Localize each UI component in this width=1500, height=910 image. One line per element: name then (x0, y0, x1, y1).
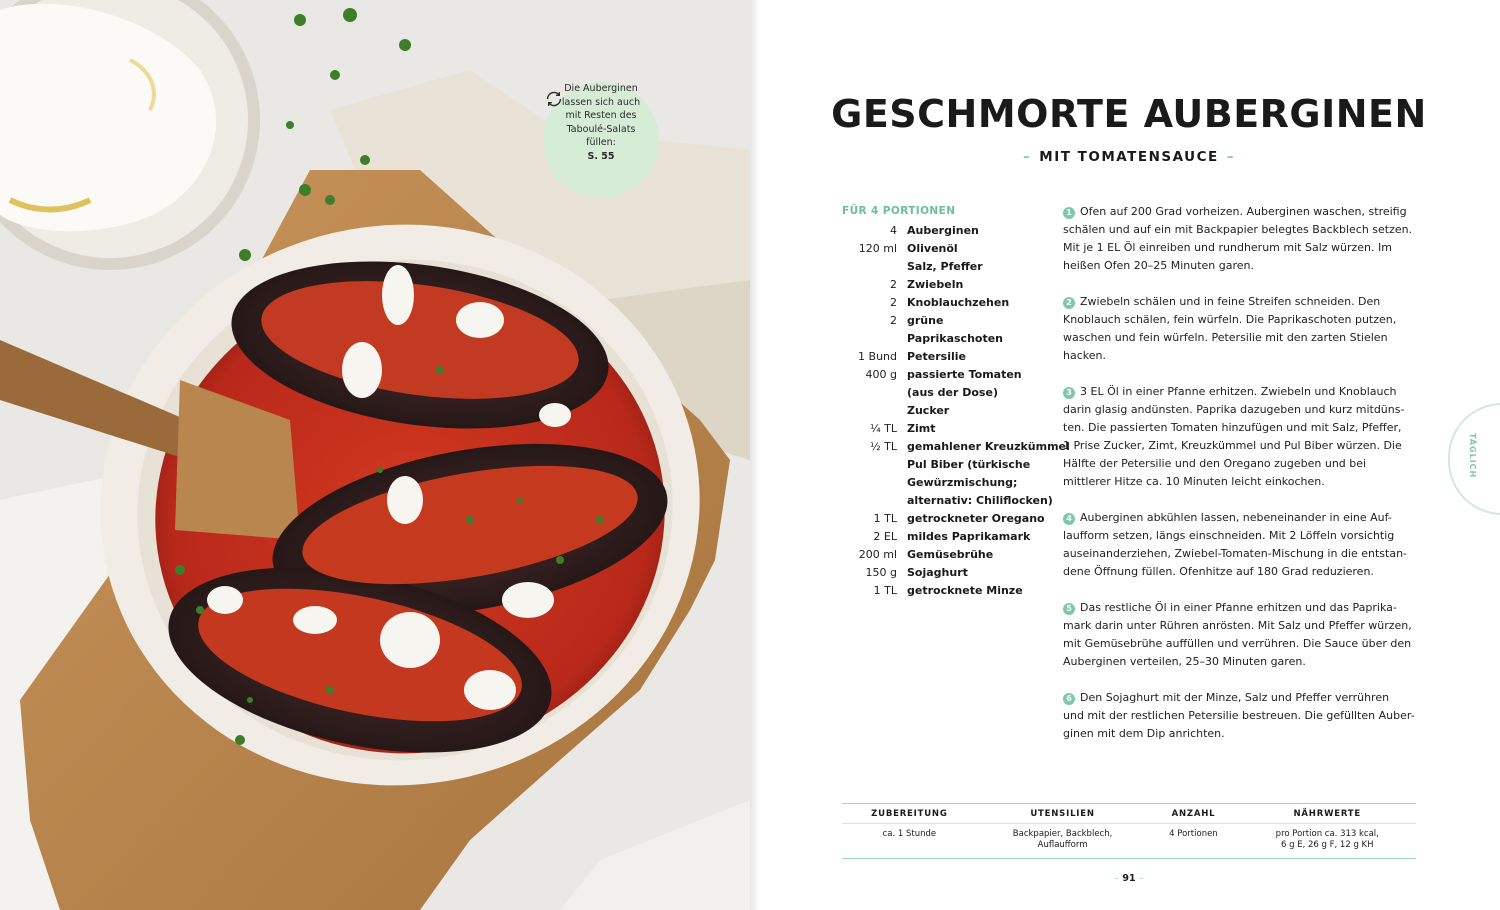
subtitle-dash-left: – (1023, 149, 1032, 165)
chapter-tab-label: TÄGLICH (1468, 433, 1477, 479)
instruction-text: mit Gemüsebrühe auffüllen und verrühren. Die Sauce über den (1063, 637, 1412, 650)
cycle-arrows-icon (543, 88, 565, 110)
instruction-line (1063, 455, 1423, 473)
ingredient-name: Paprikaschoten (907, 332, 1004, 345)
ingredient-list (842, 222, 1070, 600)
instruction-line (1063, 707, 1423, 725)
ingredient-row (842, 528, 1052, 546)
instruction-text: waschen und fein würfeln. Petersilie mit den zarten Stielen (1063, 331, 1388, 344)
ingredient-amount: ¼ TL (869, 422, 897, 435)
ingredient-amount: 120 ml (858, 242, 897, 255)
ingredient-amount: 2 (890, 314, 897, 327)
info-table-cell-line: Backpapier, Backblech, (1012, 829, 1113, 839)
ingredient-amount: 2 (890, 296, 897, 309)
info-table-row (842, 824, 1416, 859)
instruction-line (1063, 401, 1423, 419)
ingredient-amount: 150 g (865, 566, 897, 579)
info-table-cell (1239, 824, 1416, 859)
instruction-line (1063, 383, 1423, 401)
ingredient-row (842, 366, 1052, 384)
ingredient-name: getrocknete Minze (907, 584, 1023, 597)
instruction-text: Auberginen abkühlen lassen, nebeneinander in eine Auf- (1080, 511, 1392, 524)
step-number-badge: 3 (1063, 387, 1075, 399)
step-number-badge: 4 (1063, 513, 1075, 525)
instruction-line (1063, 329, 1423, 347)
ingredient-amount: 200 ml (858, 548, 897, 561)
instruction-step (1063, 599, 1423, 671)
instruction-text: auseinanderziehen, Zwiebel-Tomaten-Mischung in die entstan- (1063, 547, 1408, 560)
ingredient-row (842, 348, 1052, 366)
instruction-text: 1 Prise Zucker, Zimt, Kreuzkümmel und Pul Biber würzen. Die (1063, 439, 1402, 452)
instruction-line (1063, 509, 1423, 527)
ingredient-name: (aus der Dose) (907, 386, 998, 399)
instruction-line (1063, 689, 1423, 707)
instruction-text: mittlerer Hitze ca. 10 Minuten leicht einkochen. (1063, 475, 1325, 488)
ingredient-name: Sojaghurt (907, 566, 968, 579)
ingredient-amount (842, 258, 897, 276)
instruction-line (1063, 545, 1423, 563)
instruction-line (1063, 311, 1423, 329)
ingredient-amount (842, 384, 897, 402)
step-number-badge: 5 (1063, 603, 1075, 615)
page-number-value: 91 (1122, 873, 1136, 884)
instruction-steps (1063, 203, 1423, 761)
ingredient-row (842, 492, 1052, 510)
ingredient-name: getrockneter Oregano (907, 512, 1045, 525)
ingredient-row (842, 258, 1052, 276)
ingredient-name: mildes Paprikamark (907, 530, 1031, 543)
ingredient-name: Auberginen (907, 224, 979, 237)
ingredient-amount (842, 474, 897, 492)
subtitle-dash-right: – (1226, 149, 1235, 165)
ingredient-amount: 1 Bund (858, 350, 897, 363)
info-table-cell-line: 4 Portionen (1169, 829, 1218, 839)
portions-label: FÜR 4 PORTIONEN (842, 205, 956, 217)
info-table-header: NÄHRWERTE (1239, 804, 1416, 824)
instruction-line (1063, 527, 1423, 545)
instruction-text: Zwiebeln schälen und in feine Streifen schneiden. Den (1080, 295, 1381, 308)
ingredient-row (842, 330, 1052, 348)
instruction-line (1063, 347, 1423, 365)
ingredient-row (842, 564, 1052, 582)
instruction-text: Das restliche Öl in einer Pfanne erhitzen und das Paprika- (1080, 601, 1397, 614)
instruction-text: laufform setzen, längs einschneiden. Mit 2 Löffeln vorsichtig (1063, 529, 1395, 542)
tip-text: Die Auberginen lassen sich auch mit Resten des Taboulé-Salats füllen: (561, 83, 641, 148)
instruction-line (1063, 635, 1423, 653)
page-number-dash-left: – (1114, 873, 1120, 884)
step-number-badge: 2 (1063, 297, 1075, 309)
ingredient-amount: 2 (890, 278, 897, 291)
ingredient-row (842, 276, 1052, 294)
ingredient-name: Salz, Pfeffer (907, 260, 983, 273)
step-number-badge: 1 (1063, 207, 1075, 219)
info-table-cell-line: pro Portion ca. 313 kcal, (1275, 829, 1379, 839)
ingredient-name: Gewürzmischung; (907, 476, 1018, 489)
instruction-text: Hälfte der Petersilie und den Oregano zugeben und bei (1063, 457, 1367, 470)
page-number (1100, 873, 1158, 884)
instruction-text: hacken. (1063, 349, 1106, 362)
instruction-line (1063, 617, 1423, 635)
instruction-text: 3 EL Öl in einer Pfanne erhitzen. Zwiebeln und Knoblauch (1080, 385, 1397, 398)
instruction-step (1063, 203, 1423, 275)
ingredient-row (842, 240, 1052, 258)
ingredient-row (842, 510, 1052, 528)
ingredient-row (842, 456, 1052, 474)
instruction-line (1063, 239, 1423, 257)
ingredient-row (842, 582, 1052, 600)
recipe-subtitle (750, 149, 1500, 165)
ingredient-row (842, 420, 1052, 438)
ingredient-row (842, 294, 1052, 312)
ingredient-row (842, 312, 1052, 330)
ingredient-amount (842, 456, 897, 474)
instruction-step (1063, 509, 1423, 581)
instruction-text: ten. Die passierten Tomaten hinzufügen und mit Salz, Pfeffer, (1063, 421, 1402, 434)
ingredient-row (842, 546, 1052, 564)
ingredient-row (842, 222, 1052, 240)
info-table-cell-line: Auflaufform (1037, 840, 1088, 850)
instruction-text: ginen mit dem Dip anrichten. (1063, 727, 1225, 740)
instruction-line (1063, 653, 1423, 671)
instruction-line (1063, 419, 1423, 437)
ingredient-amount (842, 330, 897, 348)
info-table-cell-line: 6 g E, 26 g F, 12 g KH (1281, 840, 1374, 850)
instruction-text: Mit je 1 EL Öl einreiben und rundherum mit Salz würzen. Im (1063, 241, 1392, 254)
recipe-subtitle-text: MIT TOMATENSAUCE (1039, 149, 1219, 165)
ingredient-name: Knoblauchzehen (907, 296, 1010, 309)
ingredient-amount: ½ TL (869, 440, 897, 453)
ingredient-amount: 4 (890, 224, 897, 237)
info-table-header-row (842, 804, 1416, 824)
info-table-header: ANZAHL (1148, 804, 1238, 824)
ingredient-name: Gemüsebrühe (907, 548, 994, 561)
ingredient-name: grüne (907, 314, 944, 327)
instruction-text: Auberginen verteilen, 25–30 Minuten garen. (1063, 655, 1306, 668)
page-number-dash-right: – (1138, 873, 1144, 884)
ingredient-row (842, 438, 1070, 456)
instruction-step (1063, 383, 1423, 491)
instruction-line (1063, 473, 1423, 491)
instruction-text: Den Sojaghurt mit der Minze, Salz und Pfeffer verrühren (1080, 691, 1390, 704)
ingredient-name: gemahlener Kreuzkümmel (907, 440, 1070, 453)
instruction-line (1063, 437, 1423, 455)
instruction-line (1063, 221, 1423, 239)
info-table-cell-line: ca. 1 Stunde (882, 829, 937, 839)
tip-bubble (543, 82, 659, 198)
instruction-text: mark darin unter Rühren anrösten. Mit Salz und Pfeffer würzen, (1063, 619, 1412, 632)
book-spine-shadow (750, 0, 760, 910)
ingredient-row (842, 402, 1052, 420)
recipe-info-table (842, 803, 1416, 859)
info-table-header: UTENSILIEN (977, 804, 1149, 824)
instruction-line (1063, 257, 1423, 275)
instruction-text: Knoblauch schälen, fein würfeln. Die Paprikaschoten putzen, (1063, 313, 1397, 326)
ingredient-name: alternativ: Chiliflocken) (907, 494, 1053, 507)
ingredient-amount: 2 EL (873, 530, 897, 543)
instruction-text: heißen Ofen 20–25 Minuten garen. (1063, 259, 1254, 272)
ingredient-name: Olivenöl (907, 242, 958, 255)
instruction-line (1063, 725, 1423, 743)
info-table-cell (842, 824, 977, 859)
ingredient-amount: 1 TL (873, 584, 897, 597)
ingredient-row (842, 384, 1052, 402)
info-table-cell (977, 824, 1149, 859)
ingredient-name: Zimt (907, 422, 936, 435)
tip-page-reference: S. 55 (587, 150, 615, 162)
ingredient-amount (842, 402, 897, 420)
step-number-badge: 6 (1063, 693, 1075, 705)
instruction-text: und mit der restlichen Petersilie bestreuen. Die gefüllten Auber- (1063, 709, 1415, 722)
ingredient-name: passierte Tomaten (907, 368, 1022, 381)
instruction-line (1063, 293, 1423, 311)
info-table-header: ZUBEREITUNG (842, 804, 977, 824)
info-table-cell (1148, 824, 1238, 859)
recipe-title: GESCHMORTE AUBERGINEN (831, 92, 1427, 136)
ingredient-name: Petersilie (907, 350, 966, 363)
instruction-line (1063, 563, 1423, 581)
instruction-text: schälen und auf ein mit Backpapier belegtes Backblech setzen. (1063, 223, 1413, 236)
ingredient-amount: 1 TL (873, 512, 897, 525)
instruction-step (1063, 293, 1423, 365)
instruction-text: dene Öffnung füllen. Ofenhitze auf 180 Grad reduzieren. (1063, 565, 1374, 578)
instruction-text: Ofen auf 200 Grad vorheizen. Auberginen waschen, streifig (1080, 205, 1407, 218)
ingredient-name: Pul Biber (türkische (907, 458, 1031, 471)
ingredient-row (842, 474, 1052, 492)
ingredient-name: Zwiebeln (907, 278, 964, 291)
instruction-line (1063, 203, 1423, 221)
instruction-text: darin glasig andünsten. Paprika dazugeben und kurz mitdüns- (1063, 403, 1405, 416)
ingredient-amount (842, 492, 897, 510)
ingredient-name: Zucker (907, 404, 950, 417)
instruction-line (1063, 599, 1423, 617)
ingredient-amount: 400 g (865, 368, 897, 381)
instruction-step (1063, 689, 1423, 743)
